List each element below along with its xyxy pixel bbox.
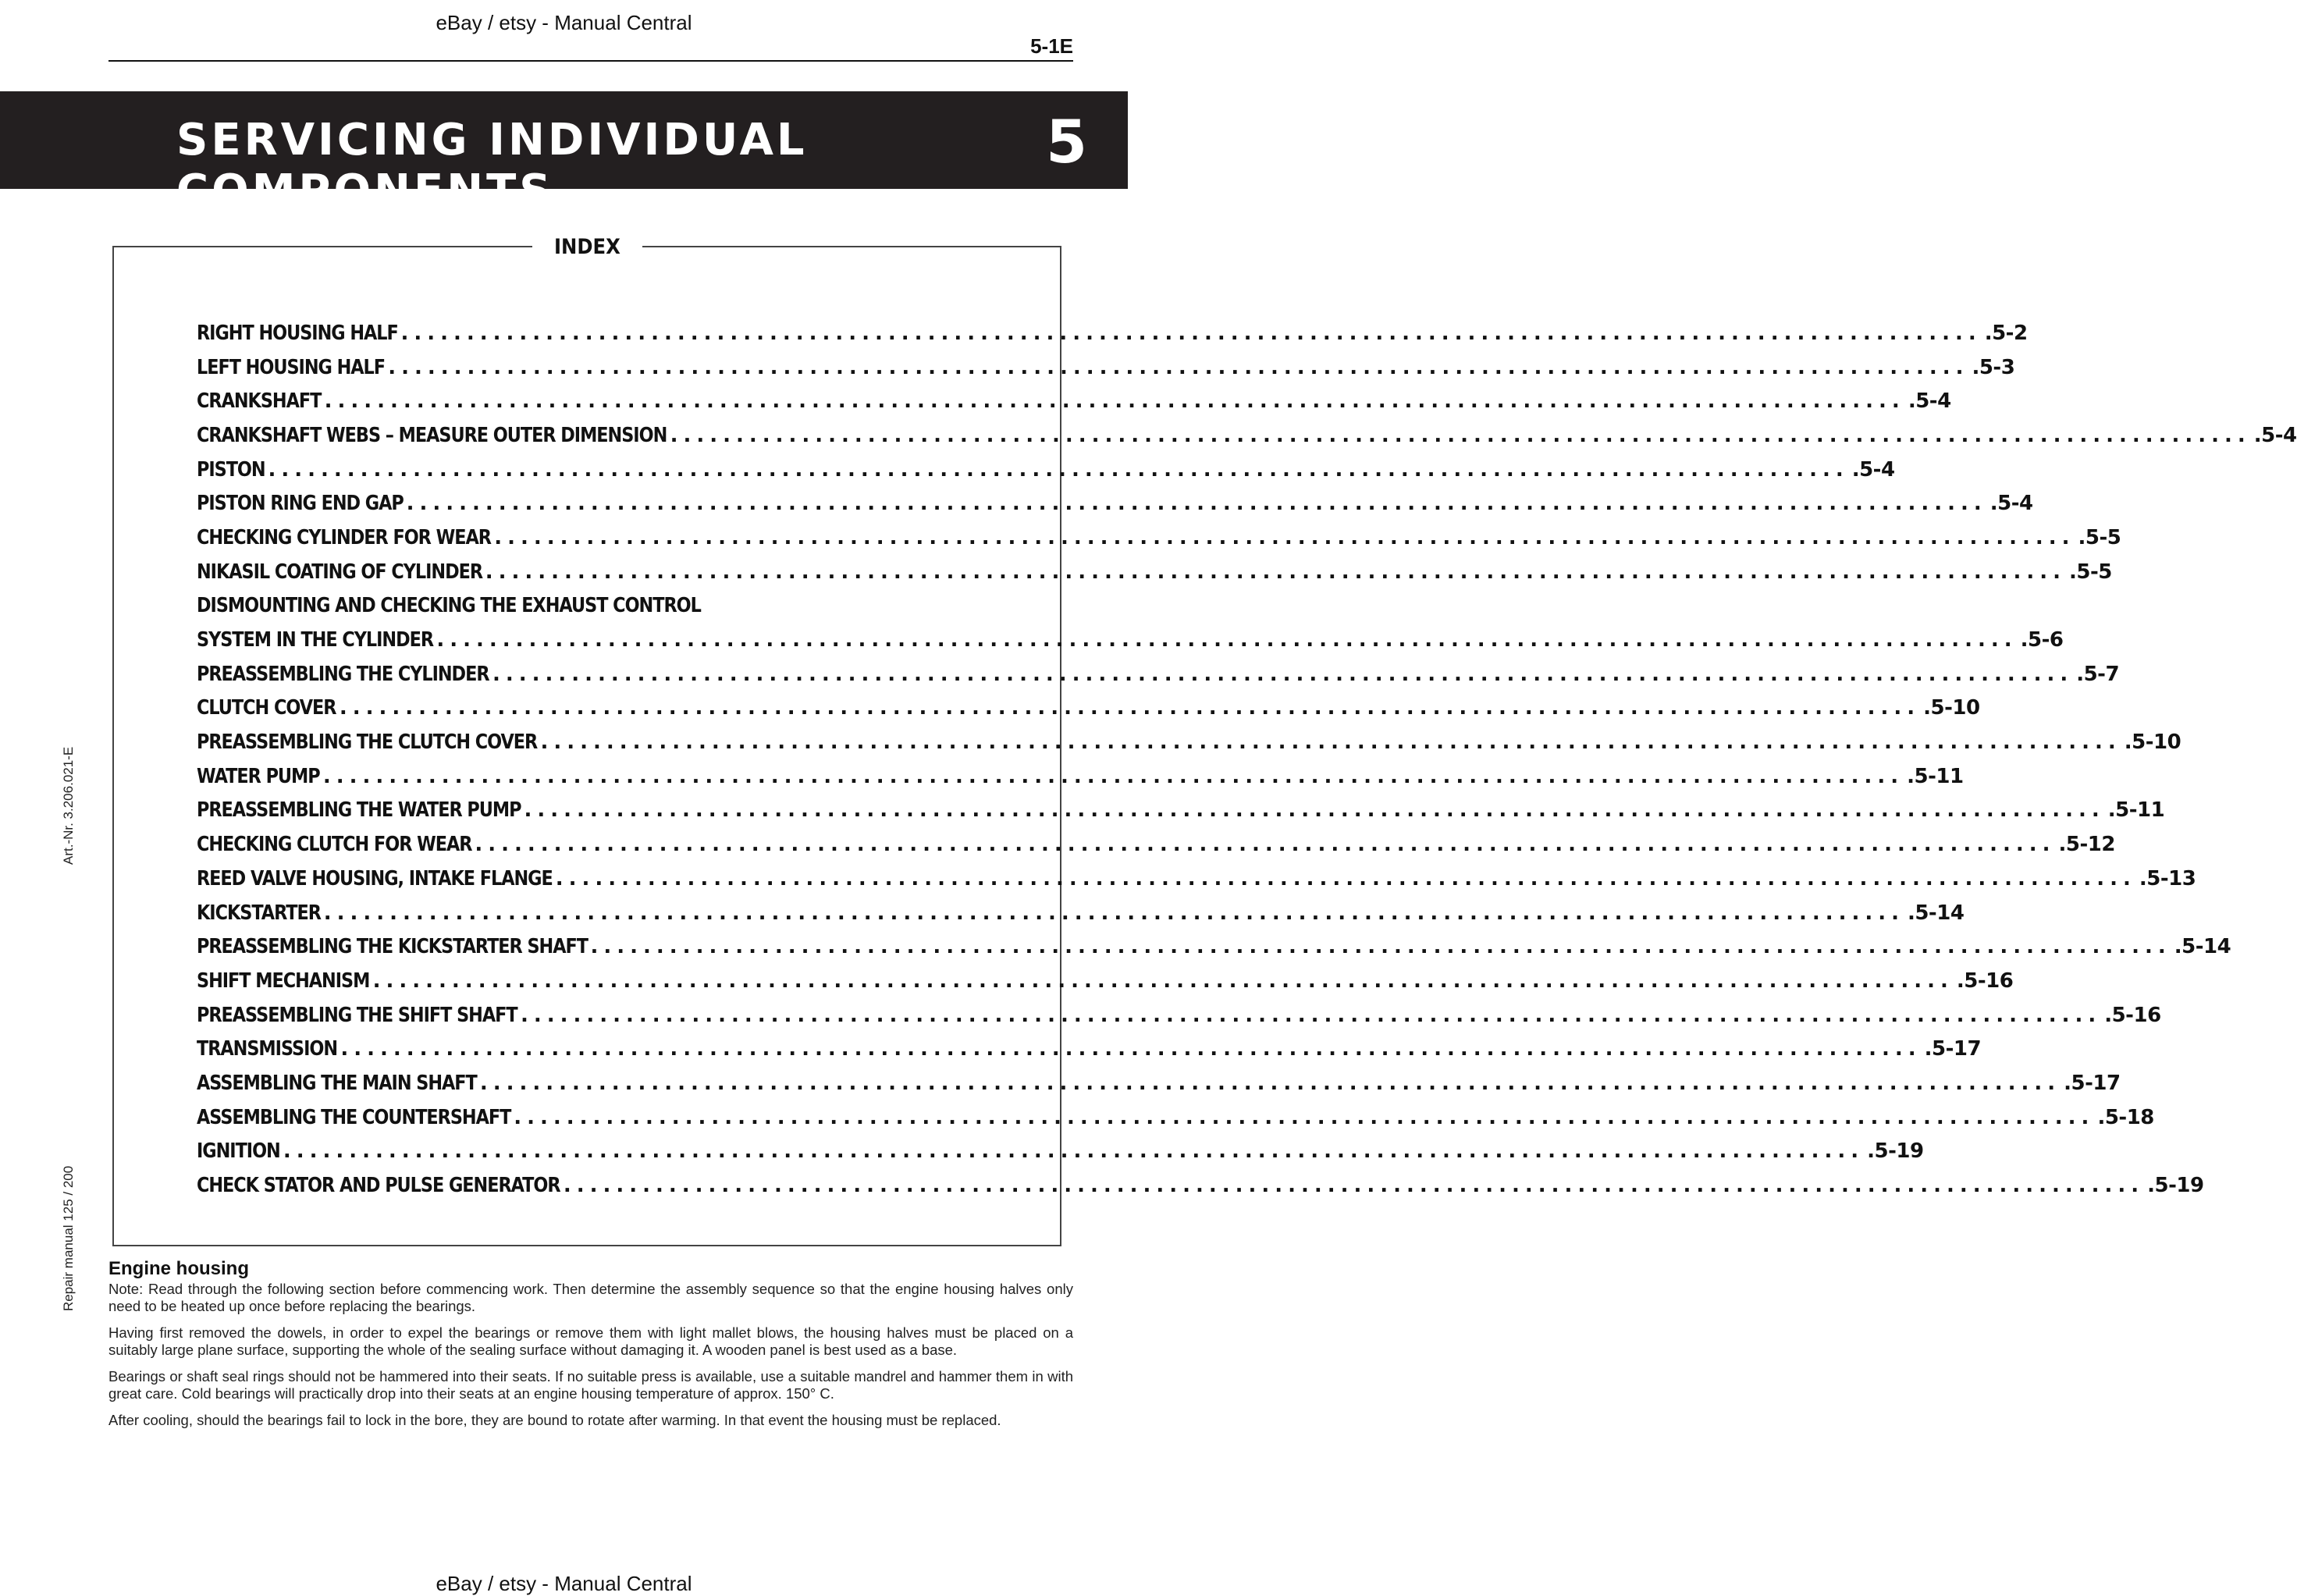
index-entry-page: .5-3 bbox=[1972, 355, 2015, 379]
index-entry bbox=[197, 1168, 2204, 1203]
index-entry bbox=[197, 759, 1964, 794]
index-entry-page: .5-4 bbox=[1908, 389, 1951, 414]
index-entry-page: .5-19 bbox=[2147, 1174, 2204, 1198]
dot-leader: ........................................................................................................................ bbox=[340, 1037, 1922, 1061]
index-entry-page: .5-14 bbox=[1907, 901, 1965, 925]
paragraph: Having first removed the dowels, in order to expel the bearings or remove them with light mallet blows, the housing halves must be placed on a suitably large plane surface, supporting the whole of the sealing surface without damaging it. A wooden panel is best used as a base. bbox=[108, 1324, 1073, 1358]
dot-leader: ........................................................................................................................ bbox=[590, 935, 2171, 959]
dot-leader: ........................................................................................................................ bbox=[492, 662, 2074, 686]
index-entry bbox=[197, 691, 1980, 726]
index-entry bbox=[197, 827, 2115, 862]
index-entry bbox=[197, 486, 2033, 521]
dot-leader: ........................................................................................................................ bbox=[514, 1105, 2095, 1129]
dot-leader: ........................................................................................................................ bbox=[283, 1139, 1865, 1164]
dot-leader: ........................................................................................................................ bbox=[494, 525, 2075, 549]
index-entry-label: DISMOUNTING AND CHECKING THE EXHAUST CONTROL bbox=[197, 594, 701, 618]
index-entry-label: PREASSEMBLING THE SHIFT SHAFT bbox=[197, 1003, 517, 1027]
index-entry-page: .5-4 bbox=[2253, 423, 2297, 447]
index-entry-page: .5-10 bbox=[2124, 730, 2181, 755]
index-entry-page: .5-10 bbox=[1923, 696, 1980, 720]
index-entry-label: REED VALVE HOUSING, INTAKE FLANGE bbox=[197, 866, 553, 890]
dot-leader: ........................................................................................................................ bbox=[324, 389, 1905, 414]
index-entry bbox=[197, 964, 2014, 998]
dot-leader: ........................................................................................................................ bbox=[479, 1071, 2061, 1095]
index-entry-page: .5-16 bbox=[2104, 1003, 2161, 1027]
index-entry-label: CHECKING CLUTCH FOR WEAR bbox=[197, 833, 472, 857]
index-entry bbox=[197, 794, 2165, 828]
index-entry-label: LEFT HOUSING HALF bbox=[197, 355, 385, 379]
index-entry bbox=[197, 589, 982, 624]
index-entry bbox=[197, 657, 2120, 691]
index-entry-page: .5-17 bbox=[2064, 1071, 2121, 1095]
index-entry-label: CRANKSHAFT WEBS – MEASURE OUTER DIMENSION bbox=[197, 423, 667, 447]
index-entry-label: CHECK STATOR AND PULSE GENERATOR bbox=[197, 1174, 560, 1198]
index-entry bbox=[197, 316, 2028, 350]
index-entry-label: WATER PUMP bbox=[197, 764, 320, 788]
dot-leader: ........................................................................................................................ bbox=[400, 321, 1982, 345]
dot-leader: ........................................................................................................................ bbox=[520, 1003, 2102, 1027]
index-entry-label: TRANSMISSION bbox=[197, 1037, 338, 1061]
dot-leader: ........................................................................................................................ bbox=[563, 1174, 2145, 1198]
watermark-top: eBay / etsy - Manual Central bbox=[436, 11, 692, 34]
index-entry-label: PREASSEMBLING THE CLUTCH COVER bbox=[197, 730, 538, 755]
index-entry bbox=[197, 521, 2121, 555]
dot-leader: ........................................................................................................................ bbox=[406, 492, 1987, 516]
section-heading: Engine housing bbox=[108, 1258, 249, 1279]
index-entry bbox=[197, 1100, 2154, 1135]
index-entry-page: .5-16 bbox=[1956, 969, 2014, 993]
dot-leader: ........................................................................................................................ bbox=[436, 628, 2018, 652]
paragraph: Bearings or shaft seal rings should not be hammered into their seats. If no suitable press is available, use a suitable mandrel and hammer them in with great care. Cold bearings will practically drop into their seats at an engine housing temperature of approx. 150° C. bbox=[108, 1368, 1073, 1402]
index-entry-label: PREASSEMBLING THE KICKSTARTER SHAFT bbox=[197, 935, 588, 959]
index-entry bbox=[197, 998, 2161, 1033]
index-list bbox=[197, 316, 2297, 1203]
index-entry bbox=[197, 350, 2015, 385]
index-heading: INDEX bbox=[532, 235, 642, 259]
index-entry-label: SYSTEM IN THE CYLINDER bbox=[197, 628, 434, 652]
index-entry-label: CHECKING CYLINDER FOR WEAR bbox=[197, 525, 491, 549]
index-entry-page: .5-18 bbox=[2097, 1105, 2154, 1129]
dot-leader: ........................................................................................................................ bbox=[372, 969, 1954, 993]
dot-leader: ........................................................................................................................ bbox=[670, 423, 2251, 447]
index-entry-label: RIGHT HOUSING HALF bbox=[197, 321, 398, 345]
dot-leader: ........................................................................................................................ bbox=[485, 560, 2066, 584]
index-entry bbox=[197, 896, 1965, 930]
paragraph: Note: Read through the following section before commencing work. Then determine the assembly sequence so that the engine housing halves only need to be heated up once before replacing the bearings. bbox=[108, 1281, 1073, 1314]
page-number: 5-1E bbox=[1030, 34, 1073, 58]
index-entry-page: .5-13 bbox=[2139, 866, 2196, 890]
index-entry bbox=[197, 1032, 1982, 1066]
index-entry-page: .5-12 bbox=[2058, 833, 2115, 857]
index-entry bbox=[197, 930, 2231, 964]
paragraph: After cooling, should the bearings fail to lock in the bore, they are bound to rotate after warming. In that event the housing must be replaced. bbox=[108, 1412, 1001, 1428]
dot-leader: ........................................................................................................................ bbox=[388, 355, 1969, 379]
index-entry bbox=[197, 453, 1895, 487]
index-entry-page: .5-11 bbox=[2107, 798, 2165, 823]
index-entry-label: PREASSEMBLING THE CYLINDER bbox=[197, 662, 489, 686]
header-rule bbox=[108, 60, 1073, 62]
index-entry-label: ASSEMBLING THE COUNTERSHAFT bbox=[197, 1105, 511, 1129]
index-entry-page: .5-7 bbox=[2076, 662, 2120, 686]
chapter-banner bbox=[0, 91, 1128, 216]
index-entry-label: CRANKSHAFT bbox=[197, 389, 322, 414]
chapter-number: 5 bbox=[1046, 107, 1087, 176]
index-entry-label: PREASSEMBLING THE WATER PUMP bbox=[197, 798, 521, 823]
dot-leader: ........................................................................................................................ bbox=[540, 730, 2121, 755]
index-entry-page: .5-19 bbox=[1867, 1139, 1924, 1164]
dot-leader: ........................................................................................................................ bbox=[339, 696, 1921, 720]
chapter-title: SERVICING INDIVIDUAL COMPONENTS bbox=[176, 115, 808, 216]
index-entry bbox=[197, 1066, 2121, 1100]
index-entry-label: NIKASIL COATING OF CYLINDER bbox=[197, 560, 483, 584]
index-entry-label: PISTON bbox=[197, 457, 265, 482]
index-entry-page: .5-4 bbox=[1989, 492, 2033, 516]
dot-leader: ........................................................................................................................ bbox=[475, 833, 2056, 857]
dot-leader: ........................................................................................................................ bbox=[268, 457, 1849, 482]
dot-leader: ........................................................................................................................ bbox=[524, 798, 2105, 823]
index-entry-label: CLUTCH COVER bbox=[197, 696, 336, 720]
engine-housing-section bbox=[108, 1260, 1073, 1438]
index-entry-label: KICKSTARTER bbox=[197, 901, 321, 925]
index-entry bbox=[197, 555, 2112, 589]
index-entry bbox=[197, 725, 2181, 759]
index-entry-label: IGNITION bbox=[197, 1139, 280, 1164]
index-entry-label: SHIFT MECHANISM bbox=[197, 969, 370, 993]
index-entry-label: PISTON RING END GAP bbox=[197, 492, 404, 516]
index-entry-label: ASSEMBLING THE MAIN SHAFT bbox=[197, 1071, 477, 1095]
dot-leader: ........................................................................................................................ bbox=[323, 901, 1904, 925]
manual-label: Repair manual 125 / 200 bbox=[61, 1165, 76, 1311]
art-number: Art.-Nr. 3.206.021-E bbox=[61, 746, 76, 865]
index-entry bbox=[197, 862, 2196, 896]
index-entry-page: .5-6 bbox=[2020, 628, 2064, 652]
index-entry-page: .5-11 bbox=[1907, 764, 1964, 788]
index-entry-page: .5-14 bbox=[2174, 935, 2231, 959]
index-entry-page: .5-5 bbox=[2068, 560, 2112, 584]
index-entry-page: .5-17 bbox=[1924, 1037, 1982, 1061]
dot-leader: ........................................................................................................................ bbox=[322, 764, 1904, 788]
dot-leader: ........................................................................................................................ bbox=[555, 866, 2136, 890]
index-entry bbox=[197, 384, 1951, 418]
index-entry-page: .5-5 bbox=[2078, 525, 2121, 549]
index-entry-page: .5-2 bbox=[1984, 321, 2028, 345]
index-entry bbox=[197, 418, 2297, 453]
watermark-bottom: eBay / etsy - Manual Central bbox=[436, 1572, 692, 1595]
index-entry bbox=[197, 1135, 1924, 1169]
index-entry-page: .5-4 bbox=[1851, 457, 1895, 482]
index-entry bbox=[197, 623, 2064, 657]
